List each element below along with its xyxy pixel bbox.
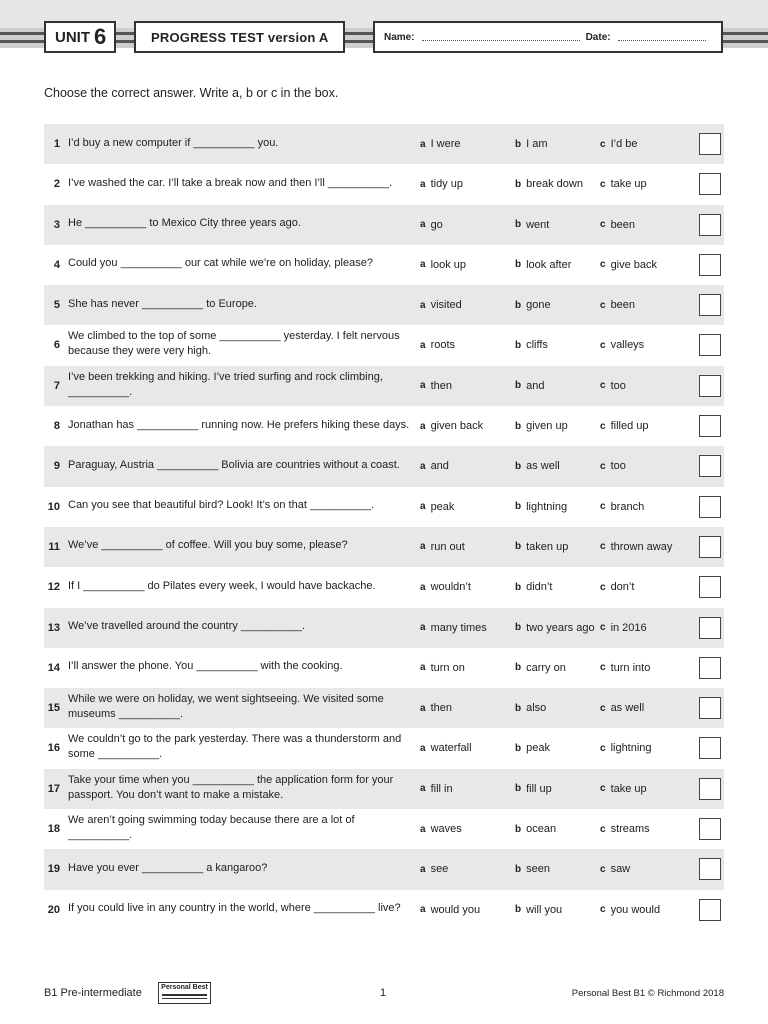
- option-letter: c: [600, 904, 606, 916]
- question-row: [44, 890, 724, 930]
- option-text: and: [526, 379, 545, 392]
- option-text: streams: [610, 823, 650, 836]
- question-number: 9: [53, 460, 60, 473]
- option-text: visited: [430, 299, 462, 312]
- option-letter: a: [420, 501, 426, 513]
- question-number: 13: [47, 621, 60, 634]
- option-b: [515, 890, 562, 930]
- option-c: [600, 285, 635, 325]
- option-letter: a: [420, 662, 426, 674]
- option-a: [420, 527, 465, 567]
- option-letter: c: [600, 783, 606, 795]
- option-a: [420, 608, 487, 648]
- option-text: take up: [610, 178, 647, 191]
- option-text: peak: [526, 742, 550, 755]
- option-c: [600, 406, 648, 446]
- answer-box[interactable]: [699, 334, 721, 356]
- option-c: [600, 809, 650, 849]
- option-letter: c: [600, 299, 606, 311]
- option-letter: a: [420, 138, 426, 150]
- question-row: [44, 809, 724, 849]
- question-number: 7: [53, 379, 60, 392]
- option-text: seen: [526, 863, 550, 876]
- option-letter: b: [515, 702, 522, 714]
- option-letter: a: [420, 299, 426, 311]
- option-letter: c: [600, 219, 606, 231]
- question-text: We’ve travelled around the country __________.: [68, 620, 306, 633]
- question-number: 18: [47, 823, 60, 836]
- option-letter: a: [420, 581, 426, 593]
- option-letter: b: [515, 783, 522, 795]
- option-b: [515, 769, 552, 809]
- question-text: I’ve been trekking and hiking. I’ve tried surfing and rock climbing, __________.: [68, 370, 383, 398]
- option-letter: c: [600, 541, 606, 553]
- option-text: look after: [526, 258, 572, 271]
- option-b: [515, 648, 566, 688]
- option-a: [420, 688, 452, 728]
- unit-label-box: [44, 21, 116, 53]
- option-b: [515, 205, 549, 245]
- question-row: [44, 446, 724, 486]
- option-text: as well: [526, 460, 560, 473]
- option-c: [600, 890, 660, 930]
- option-b: [515, 527, 568, 567]
- option-c: [600, 527, 672, 567]
- option-text: I were: [430, 138, 461, 150]
- question-text: I’d buy a new computer if __________ you.: [68, 136, 279, 149]
- option-letter: a: [420, 460, 426, 472]
- footer-copyright: Personal Best B1 © Richmond 2018: [571, 988, 724, 999]
- question-text: She has never __________ to Europe.: [68, 297, 257, 310]
- question-row: [44, 849, 724, 889]
- option-c: [600, 728, 652, 768]
- option-letter: c: [600, 460, 606, 472]
- answer-box[interactable]: [699, 254, 721, 276]
- answer-box[interactable]: [699, 496, 721, 518]
- question-number: 6: [53, 339, 60, 352]
- question-row: [44, 769, 724, 809]
- option-letter: b: [515, 460, 522, 472]
- option-text: thrown away: [610, 540, 673, 553]
- question-number: 17: [47, 782, 60, 795]
- answer-box[interactable]: [699, 818, 721, 840]
- option-letter: a: [420, 219, 426, 231]
- option-letter: a: [420, 622, 426, 634]
- option-text: turn into: [610, 661, 651, 674]
- option-text: filled up: [610, 420, 649, 433]
- question-number: 19: [47, 863, 60, 876]
- option-b: [515, 809, 556, 849]
- option-letter: c: [600, 622, 606, 634]
- question-text: Have you ever __________ a kangaroo?: [68, 861, 268, 874]
- option-text: break down: [526, 178, 583, 191]
- question-text: If I __________ do Pilates every week, I would have backache.: [68, 579, 376, 592]
- option-letter: c: [600, 581, 606, 593]
- answer-box[interactable]: [699, 214, 721, 236]
- option-letter: a: [420, 702, 426, 714]
- option-letter: b: [515, 178, 522, 190]
- question-number: 12: [47, 581, 60, 594]
- option-text: saw: [610, 863, 631, 876]
- option-text: as well: [610, 702, 645, 715]
- option-a: [420, 285, 462, 325]
- option-letter: c: [600, 259, 606, 271]
- answer-box[interactable]: [699, 657, 721, 679]
- option-letter: a: [420, 904, 426, 916]
- option-text: wouldn’t: [430, 581, 471, 594]
- page-number: 1: [380, 987, 387, 999]
- option-text: given up: [526, 420, 568, 433]
- name-date-box: [373, 21, 723, 53]
- option-text: in 2016: [610, 621, 647, 634]
- option-text: two years ago: [526, 621, 595, 634]
- option-text: too: [610, 379, 626, 392]
- question-text: Paraguay, Austria __________ Bolivia are countries without a coast.: [68, 458, 400, 471]
- option-text: will you: [526, 903, 563, 916]
- option-text: carry on: [526, 661, 566, 674]
- option-text: I am: [526, 138, 548, 150]
- option-letter: c: [600, 138, 606, 150]
- option-c: [600, 446, 626, 486]
- question-number: 8: [53, 420, 60, 433]
- option-letter: c: [600, 823, 606, 835]
- option-b: [515, 608, 595, 648]
- question-row: [44, 124, 724, 164]
- option-a: [420, 446, 449, 486]
- option-letter: b: [515, 138, 522, 150]
- answer-box[interactable]: [699, 576, 721, 598]
- option-text: peak: [430, 500, 455, 513]
- question-text: Can you see that beautiful bird? Look! It’s on that __________.: [68, 499, 375, 512]
- option-letter: a: [420, 823, 426, 835]
- question-text: If you could live in any country in the world, where __________ live?: [68, 902, 401, 915]
- option-c: [600, 245, 657, 285]
- option-text: don’t: [610, 581, 635, 594]
- question-row: [44, 285, 724, 325]
- option-text: take up: [610, 782, 647, 795]
- option-letter: c: [600, 178, 606, 190]
- option-b: [515, 728, 550, 768]
- option-letter: a: [420, 742, 426, 754]
- option-letter: a: [420, 178, 426, 190]
- option-letter: b: [515, 219, 522, 231]
- question-row: [44, 527, 724, 567]
- option-a: [420, 205, 443, 245]
- option-text: been: [610, 299, 636, 312]
- date-field[interactable]: [618, 33, 706, 41]
- option-letter: b: [515, 863, 522, 875]
- option-c: [600, 124, 637, 164]
- option-letter: b: [515, 420, 522, 432]
- logo-text: Personal Best: [161, 984, 208, 991]
- option-b: [515, 325, 548, 365]
- question-number: 14: [47, 661, 60, 674]
- option-a: [420, 769, 453, 809]
- option-text: see: [430, 863, 449, 876]
- answer-box[interactable]: [699, 737, 721, 759]
- question-row: [44, 406, 724, 446]
- answer-box[interactable]: [699, 294, 721, 316]
- option-c: [600, 205, 635, 245]
- option-text: fill in: [430, 782, 453, 795]
- option-text: branch: [610, 500, 645, 513]
- option-text: ocean: [526, 823, 557, 836]
- option-text: you would: [610, 903, 661, 916]
- option-letter: a: [420, 863, 426, 875]
- option-text: many times: [430, 621, 487, 634]
- question-row: [44, 205, 724, 245]
- option-a: [420, 728, 472, 768]
- option-letter: c: [600, 501, 606, 513]
- footer-level: B1 Pre-intermediate: [44, 987, 142, 999]
- option-text: fill up: [526, 782, 552, 795]
- personal-best-logo: [158, 982, 211, 1004]
- question-text: We’ve __________ of coffee. Will you buy some, please?: [68, 539, 348, 552]
- test-title: PROGRESS TEST version A: [134, 21, 345, 53]
- question-number: 15: [47, 702, 60, 715]
- option-text: I’d be: [610, 138, 638, 150]
- option-text: been: [610, 218, 636, 231]
- option-b: [515, 446, 560, 486]
- answer-box[interactable]: [699, 697, 721, 719]
- answer-box[interactable]: [699, 173, 721, 195]
- option-letter: b: [515, 501, 522, 513]
- instruction-text: Choose the correct answer. Write a, b or c in the box.: [44, 86, 339, 100]
- answer-box[interactable]: [699, 899, 721, 921]
- option-text: gone: [526, 299, 551, 312]
- unit-label: UNIT: [55, 28, 90, 46]
- answer-box[interactable]: [699, 455, 721, 477]
- option-b: [515, 366, 544, 406]
- question-number: 10: [47, 500, 60, 513]
- question-row: [44, 366, 724, 406]
- option-letter: b: [515, 581, 522, 593]
- option-text: cliffs: [526, 339, 548, 352]
- option-letter: b: [515, 622, 522, 634]
- option-c: [600, 608, 647, 648]
- option-c: [600, 849, 630, 889]
- option-letter: c: [600, 702, 606, 714]
- question-text: He __________ to Mexico City three years ago.: [68, 217, 301, 230]
- option-letter: c: [600, 380, 606, 392]
- option-b: [515, 849, 550, 889]
- option-letter: b: [515, 904, 522, 916]
- option-letter: b: [515, 339, 522, 351]
- option-letter: b: [515, 380, 522, 392]
- option-b: [515, 567, 552, 607]
- question-list: [44, 124, 724, 930]
- option-a: [420, 366, 452, 406]
- answer-box[interactable]: [699, 133, 721, 155]
- answer-box[interactable]: [699, 617, 721, 639]
- question-text: We aren’t going swimming today because there are a lot of __________.: [68, 814, 355, 842]
- option-c: [600, 567, 634, 607]
- question-number: 1: [53, 138, 60, 150]
- option-c: [600, 487, 644, 527]
- option-letter: c: [600, 662, 606, 674]
- option-text: turn on: [430, 661, 465, 674]
- option-a: [420, 567, 471, 607]
- option-text: tidy up: [430, 178, 463, 191]
- option-letter: b: [515, 662, 522, 674]
- option-letter: b: [515, 742, 522, 754]
- option-letter: a: [420, 259, 426, 271]
- option-text: and: [430, 460, 449, 473]
- name-field[interactable]: [422, 33, 580, 41]
- option-a: [420, 487, 454, 527]
- answer-box[interactable]: [699, 415, 721, 437]
- question-row: [44, 688, 724, 728]
- option-c: [600, 325, 644, 365]
- option-letter: b: [515, 259, 522, 271]
- option-letter: a: [420, 339, 426, 351]
- option-text: lightning: [526, 500, 568, 513]
- option-letter: b: [515, 299, 522, 311]
- option-c: [600, 769, 647, 809]
- question-number: 4: [53, 258, 60, 271]
- question-row: [44, 648, 724, 688]
- question-text: While we were on holiday, we went sightseeing. We visited some museums __________.: [68, 693, 384, 721]
- name-label: Name:: [384, 31, 415, 43]
- answer-box[interactable]: [699, 778, 721, 800]
- question-row: [44, 608, 724, 648]
- option-text: given back: [430, 420, 484, 433]
- option-text: give back: [610, 258, 658, 271]
- option-text: valleys: [610, 339, 645, 352]
- option-text: also: [526, 702, 547, 715]
- question-row: [44, 728, 724, 768]
- option-letter: c: [600, 420, 606, 432]
- option-text: taken up: [526, 540, 569, 553]
- question-text: We climbed to the top of some __________ yesterday. I felt nervous because they were very high.: [68, 330, 400, 358]
- option-letter: a: [420, 783, 426, 795]
- question-row: [44, 245, 724, 285]
- option-letter: b: [515, 823, 522, 835]
- option-text: went: [526, 218, 550, 231]
- option-text: then: [430, 702, 452, 715]
- answer-box[interactable]: [699, 536, 721, 558]
- option-a: [420, 245, 466, 285]
- question-row: [44, 325, 724, 365]
- question-row: [44, 567, 724, 607]
- option-text: didn’t: [526, 581, 553, 594]
- question-text: Take your time when you __________ the application form for your passport. You don’t want to make a mistake.: [68, 773, 394, 801]
- option-a: [420, 809, 462, 849]
- option-b: [515, 164, 583, 204]
- question-text: We couldn’t go to the park yesterday. There was a thunderstorm and some __________.: [68, 733, 402, 761]
- option-letter: c: [600, 339, 606, 351]
- question-number: 3: [53, 218, 60, 231]
- option-a: [420, 849, 448, 889]
- option-letter: c: [600, 863, 606, 875]
- question-text: I’ve washed the car. I’ll take a break now and then I’ll __________.: [68, 176, 393, 189]
- question-number: 16: [47, 742, 60, 755]
- option-text: then: [430, 379, 452, 392]
- option-c: [600, 164, 647, 204]
- option-text: look up: [430, 258, 467, 271]
- question-number: 20: [47, 903, 60, 916]
- option-b: [515, 245, 571, 285]
- option-text: run out: [430, 540, 465, 553]
- option-letter: b: [515, 541, 522, 553]
- option-a: [420, 164, 463, 204]
- option-a: [420, 406, 483, 446]
- option-text: too: [610, 460, 626, 473]
- question-number: 5: [53, 299, 60, 312]
- option-text: roots: [430, 339, 456, 352]
- option-text: lightning: [610, 742, 652, 755]
- option-c: [600, 648, 650, 688]
- option-letter: a: [420, 541, 426, 553]
- option-a: [420, 325, 455, 365]
- option-letter: c: [600, 742, 606, 754]
- question-number: 11: [48, 540, 60, 553]
- option-a: [420, 124, 461, 164]
- answer-box[interactable]: [699, 858, 721, 880]
- answer-box[interactable]: [699, 375, 721, 397]
- unit-number: 6: [94, 24, 107, 49]
- option-text: waterfall: [430, 742, 472, 755]
- option-letter: a: [420, 380, 426, 392]
- option-b: [515, 285, 551, 325]
- date-label: Date:: [585, 31, 611, 43]
- option-letter: a: [420, 420, 426, 432]
- option-a: [420, 890, 480, 930]
- option-b: [515, 124, 548, 164]
- option-a: [420, 648, 465, 688]
- option-b: [515, 406, 568, 446]
- question-number: 2: [53, 178, 60, 191]
- option-c: [600, 366, 626, 406]
- option-text: would you: [430, 903, 481, 916]
- option-c: [600, 688, 644, 728]
- page-footer: [0, 980, 768, 1010]
- option-text: go: [430, 218, 443, 231]
- option-b: [515, 487, 567, 527]
- question-row: [44, 164, 724, 204]
- question-row: [44, 487, 724, 527]
- question-text: Jonathan has __________ running now. He prefers hiking these days.: [68, 418, 410, 431]
- question-text: Could you __________ our cat while we’re on holiday, please?: [68, 257, 373, 270]
- option-text: waves: [430, 823, 462, 836]
- option-b: [515, 688, 546, 728]
- question-text: I’ll answer the phone. You __________ with the cooking.: [68, 660, 343, 673]
